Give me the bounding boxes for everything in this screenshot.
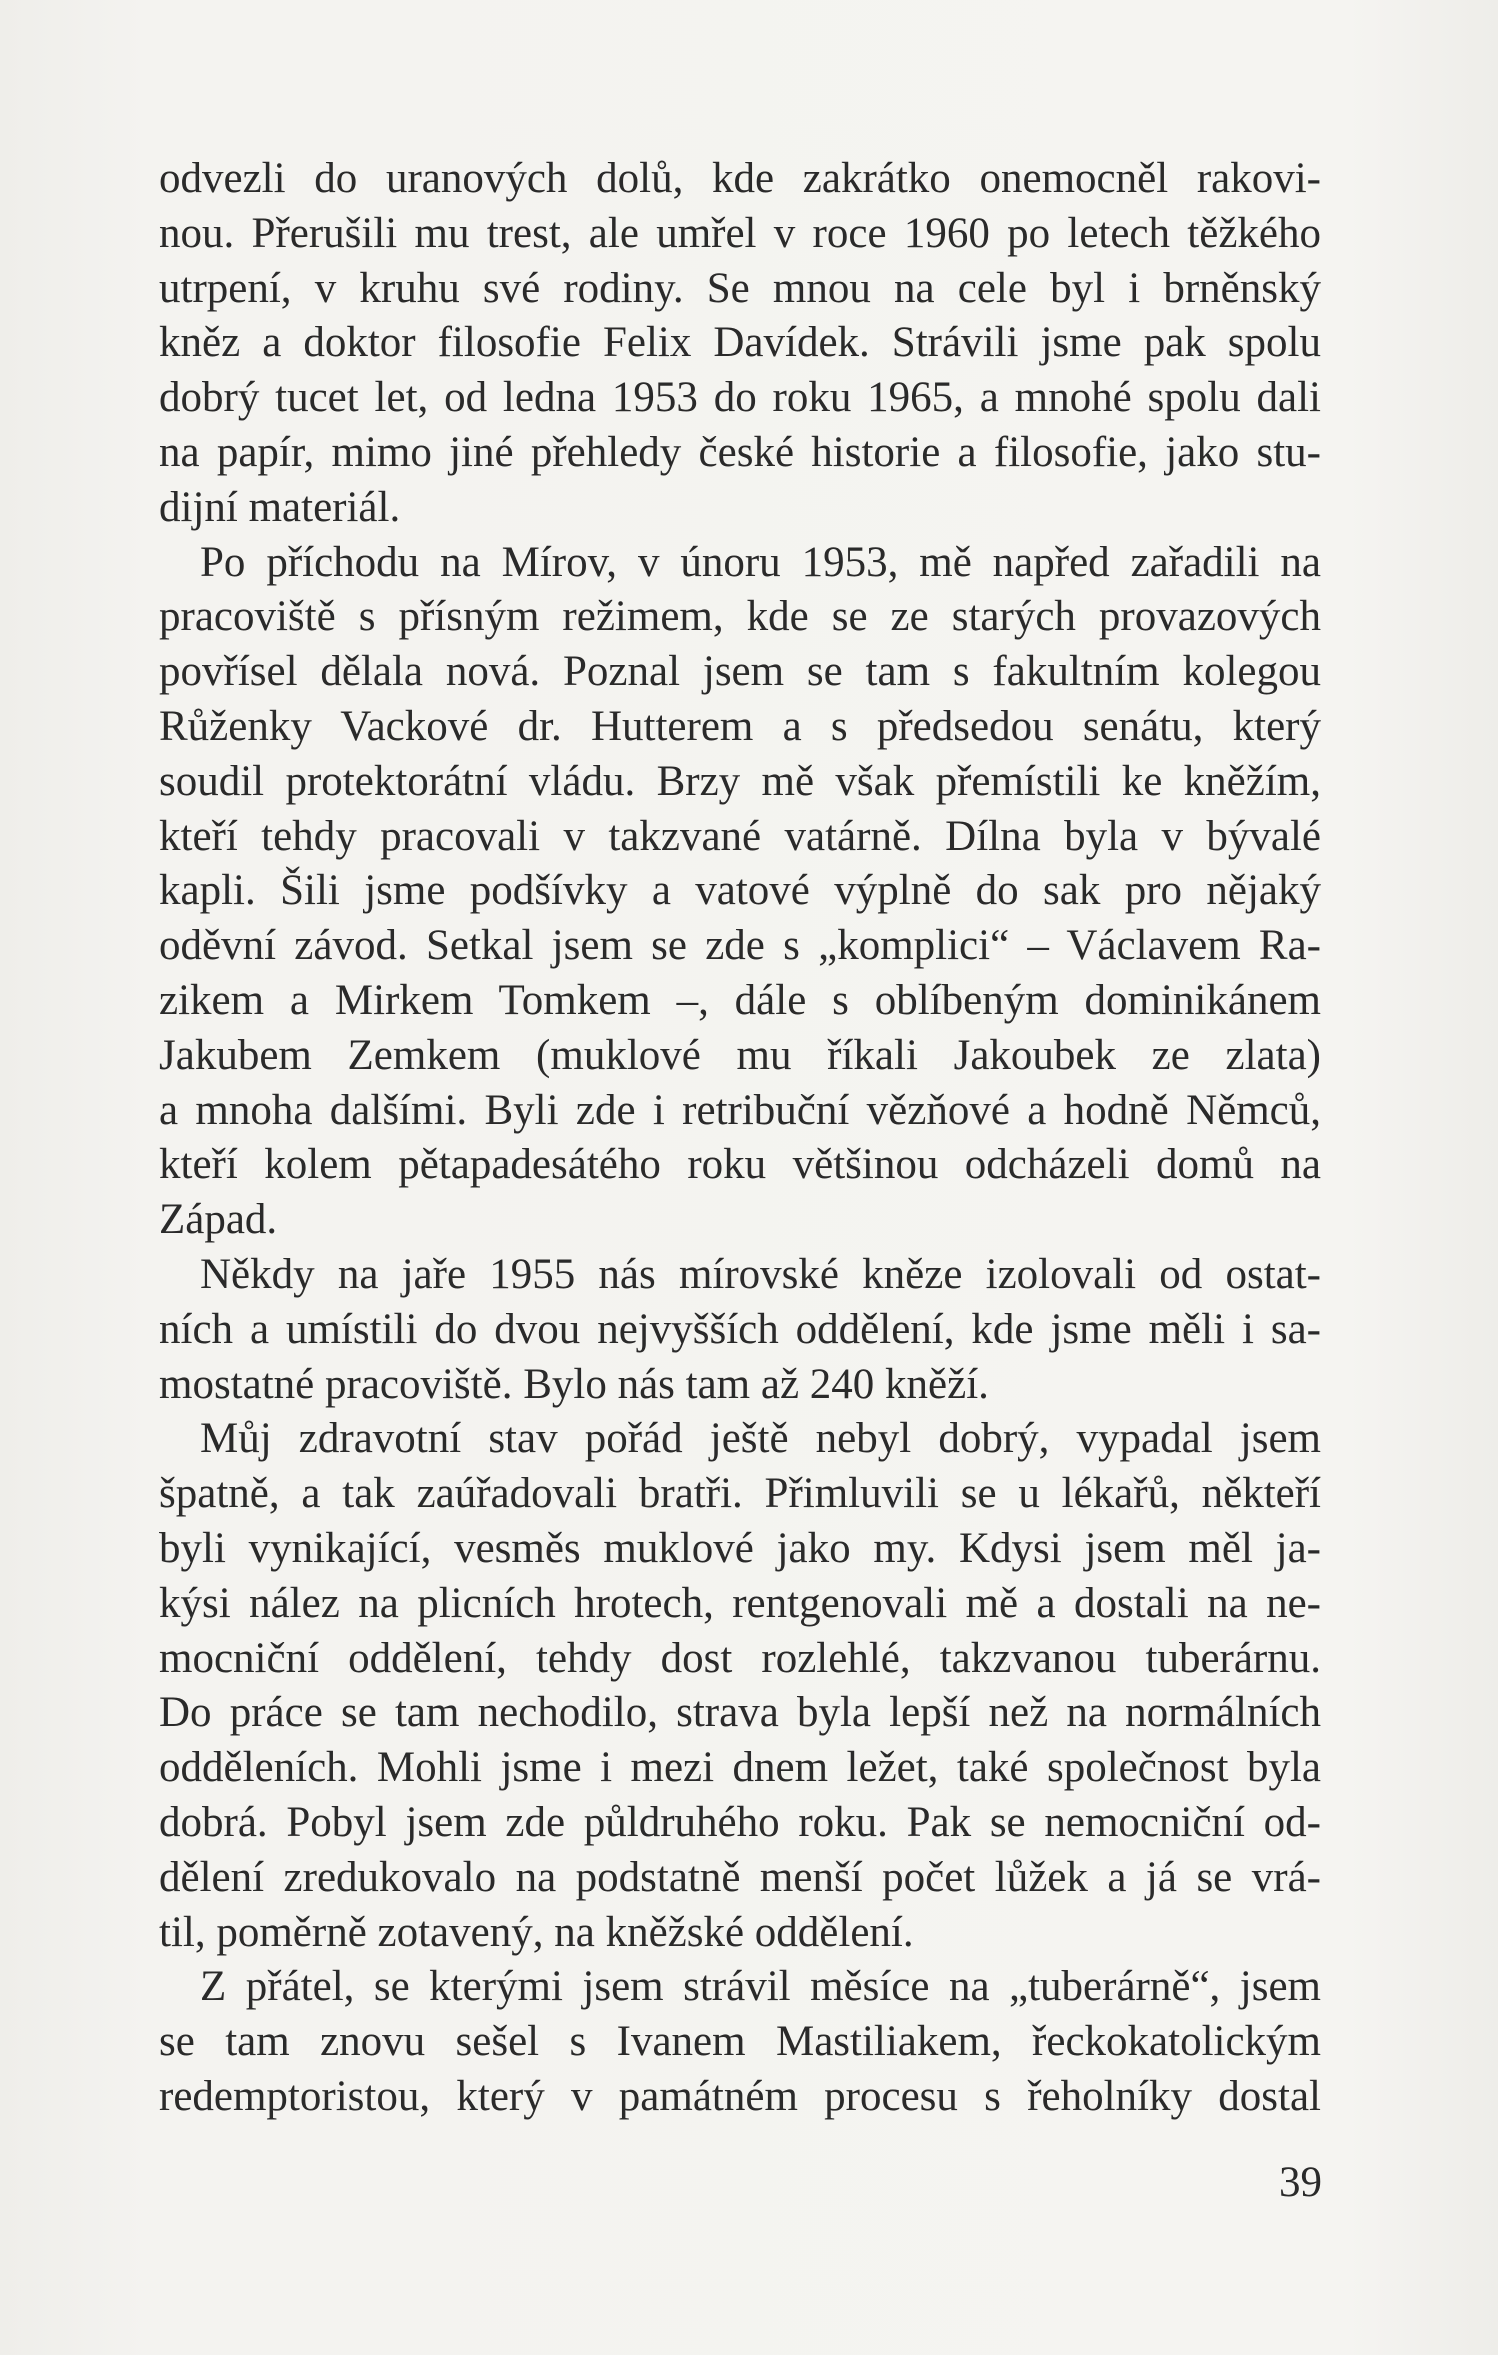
text-line: kapli. Šili jsme podšívky a vatové výplně do sak pro nějaký	[159, 867, 1321, 915]
text-line: a mnoha dalšími. Byli zde i retribuční vězňové a hodně Němců,	[159, 1086, 1321, 1134]
text-line: dělení zredukovalo na podstatně menší počet lůžek a já se vrá-	[159, 1853, 1321, 1901]
text-line: dobrá. Pobyl jsem zde půldruhého roku. Pak se nemocniční od-	[159, 1798, 1321, 1846]
text-line: kněz a doktor filosofie Felix Davídek. Strávili jsme pak spolu	[159, 319, 1321, 367]
text-line: kteří kolem pětapadesátého roku většinou odcházeli domů na	[159, 1141, 1321, 1189]
text-line: Do práce se tam nechodilo, strava byla lepší než na normálních	[159, 1689, 1321, 1737]
text-line: Růženky Vackové dr. Hutterem a s předsedou senátu, který	[159, 702, 1321, 750]
text-line: Západ.	[159, 1196, 278, 1244]
page-number: 39	[1279, 2159, 1322, 2206]
text-line: mostatné pracoviště. Bylo nás tam až 240 kněží.	[159, 1360, 989, 1408]
text-line: redemptoristou, který v památném procesu s řeholníky dostal	[159, 2072, 1321, 2120]
text-line: špatně, a tak zaúřadovali bratři. Přimluvili se u lékařů, někteří	[159, 1470, 1321, 1518]
text-line: dijní materiál.	[159, 483, 401, 531]
text-line: odděleních. Mohli jsme i mezi dnem ležet, také společnost byla	[159, 1744, 1321, 1792]
text-line: kteří tehdy pracovali v takzvané vatárně. Dílna byla v bývalé	[159, 812, 1321, 860]
text-line: kýsi nález na plicních hrotech, rentgenovali mě a dostali na ne-	[159, 1579, 1321, 1627]
text-line: soudil protektorátní vládu. Brzy mě však přemístili ke kněžím,	[159, 757, 1321, 805]
text-line: zikem a Mirkem Tomkem –, dále s oblíbeným dominikánem	[159, 976, 1321, 1024]
body-text	[159, 152, 1321, 2125]
text-line: utrpení, v kruhu své rodiny. Se mnou na cele byl i brněnský	[159, 264, 1321, 312]
text-line: Jakubem Zemkem (muklové mu říkali Jakoubek ze zlata)	[159, 1031, 1321, 1079]
text-line: povřísel dělala nová. Poznal jsem se tam s fakultním kolegou	[159, 648, 1321, 696]
text-line: mocniční oddělení, tehdy dost rozlehlé, takzvanou tuberárnu.	[159, 1634, 1321, 1682]
text-line: oděvní závod. Setkal jsem se zde s „komplici“ – Václavem Ra-	[159, 922, 1321, 970]
paragraph-first-line: Někdy na jaře 1955 nás mírovské kněze izolovali od ostat-	[200, 1250, 1321, 1298]
text-line: dobrý tucet let, od ledna 1953 do roku 1965, a mnohé spolu dali	[159, 374, 1321, 422]
text-line: se tam znovu sešel s Ivanem Mastiliakem, řeckokatolickým	[159, 2018, 1321, 2066]
text-line: pracoviště s přísným režimem, kde se ze starých provazových	[159, 593, 1321, 641]
text-line: na papír, mimo jiné přehledy české historie a filosofie, jako stu-	[159, 428, 1321, 476]
paragraph-first-line: Z přátel, se kterými jsem strávil měsíce na „tuberárně“, jsem	[200, 1963, 1321, 2011]
text-line: til, poměrně zotavený, na kněžské oddělení.	[159, 1908, 914, 1956]
text-line: ních a umístili do dvou nejvyšších oddělení, kde jsme měli i sa-	[159, 1305, 1321, 1353]
text-line: odvezli do uranových dolů, kde zakrátko onemocněl rakovi-	[159, 155, 1321, 202]
paragraph-first-line: Můj zdravotní stav pořád ještě nebyl dobrý, vypadal jsem	[200, 1415, 1321, 1463]
paragraph-first-line: Po příchodu na Mírov, v únoru 1953, mě napřed zařadili na	[200, 538, 1321, 586]
text-line: byli vynikající, vesměs muklové jako my. Kdysi jsem měl ja-	[159, 1524, 1321, 1572]
text-line: nou. Přerušili mu trest, ale umřel v roce 1960 po letech těžkého	[159, 209, 1321, 257]
